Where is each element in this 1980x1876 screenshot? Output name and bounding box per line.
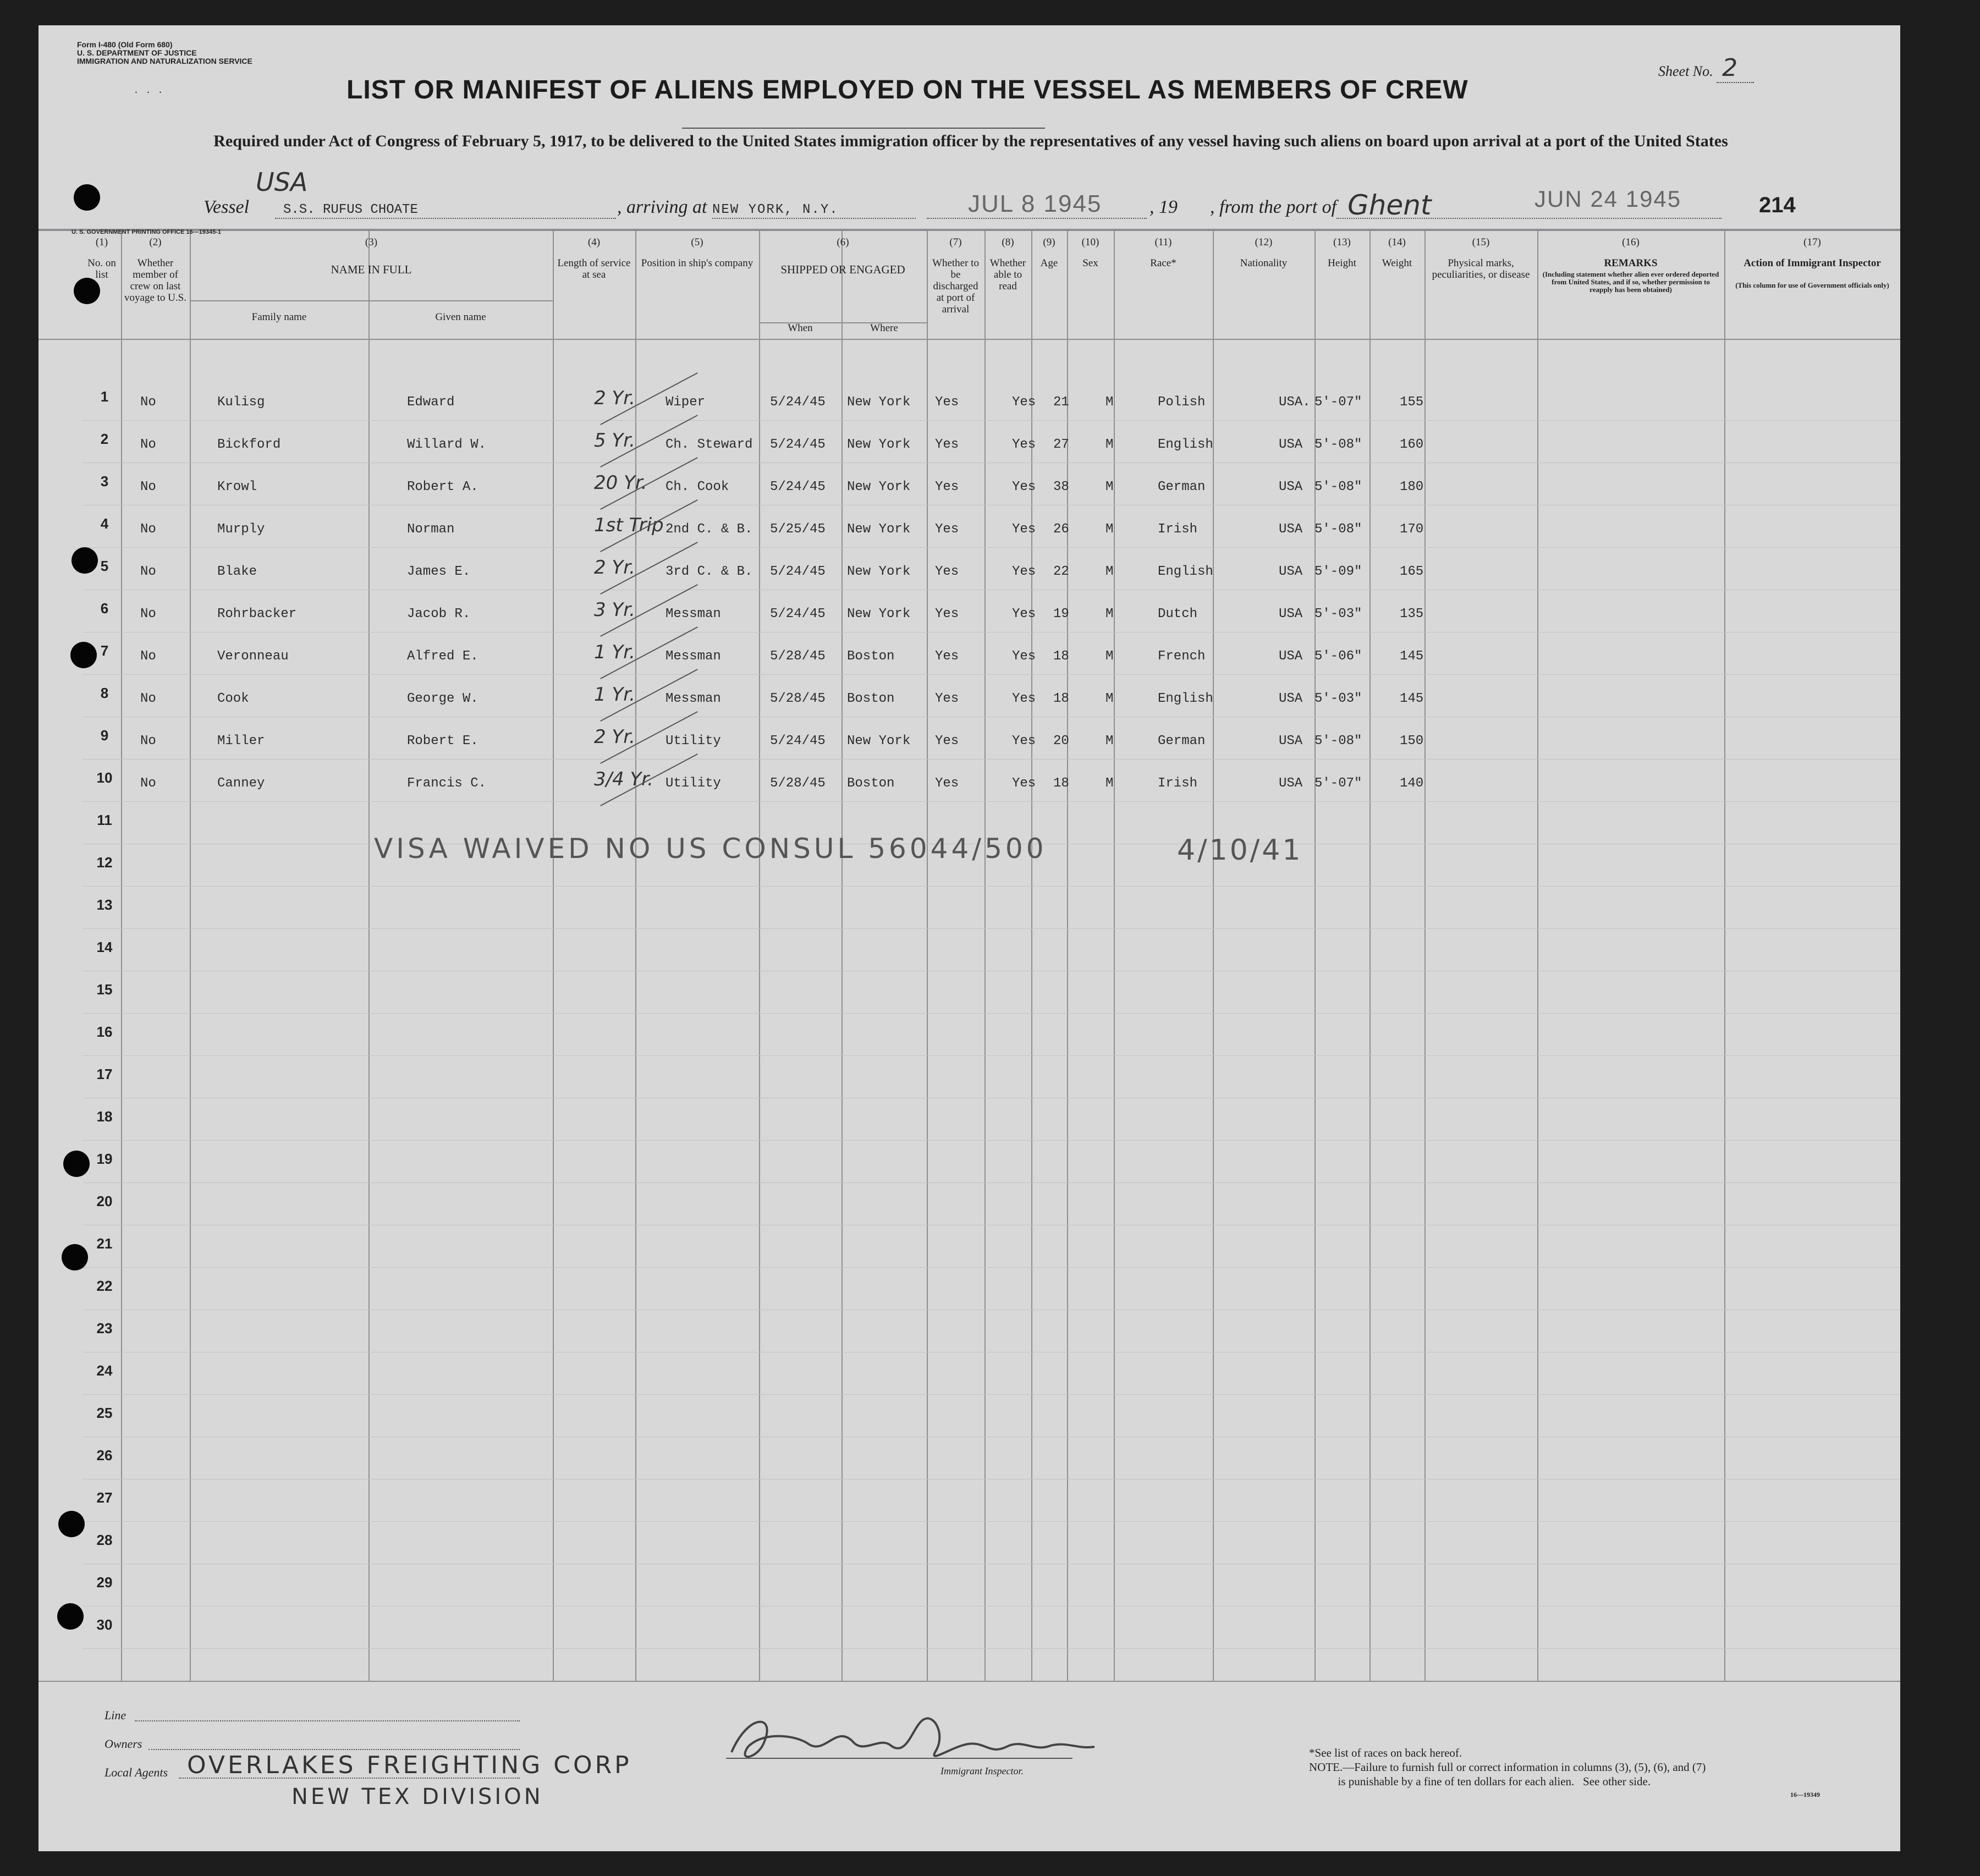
- cell-position: Messman: [666, 649, 721, 664]
- cell-height: 5'-08": [1314, 734, 1362, 749]
- column-number: (6): [837, 236, 849, 248]
- row-number: 7: [100, 642, 109, 659]
- table-row: [38, 430, 1900, 459]
- table-row: [38, 557, 1900, 586]
- cell-prev: No: [140, 776, 156, 791]
- local-agents-label: Local Agents: [105, 1765, 168, 1779]
- row-number: 10: [96, 769, 113, 786]
- cell-read: Yes: [1012, 691, 1036, 706]
- cell-prev: No: [140, 649, 156, 664]
- column-subheader: Family name: [251, 311, 307, 323]
- cell-when: 5/24/45: [770, 395, 826, 410]
- row-number: 20: [96, 1193, 113, 1209]
- cell-given: Norman: [407, 522, 455, 537]
- column-header-10: Sex: [1082, 257, 1098, 269]
- cell-where: New York: [847, 395, 911, 410]
- cell-weight: 145: [1400, 691, 1424, 706]
- cell-position: Messman: [666, 691, 721, 706]
- printing-office: U. S. GOVERNMENT PRINTING OFFICE 16—19345-1: [72, 229, 222, 235]
- arrival-date-stamp: JUL 8 1945: [968, 190, 1102, 217]
- row-number: 22: [96, 1278, 113, 1294]
- cell-given: James E.: [407, 564, 471, 579]
- cell-nationality: USA: [1279, 776, 1303, 791]
- subtitle: Required under Act of Congress of February 5, 1917, to be delivered to the United States immigration officer by the representatives of any vessel having such aliens on board upon arrival at a port of the United States: [213, 132, 1728, 150]
- cell-weight: 180: [1400, 480, 1424, 494]
- line-field: [135, 1720, 520, 1721]
- column-header-3: NAME IN FULL: [331, 263, 412, 276]
- row-rule: [82, 420, 1900, 421]
- cell-family: Blake: [217, 564, 257, 579]
- row-number: 19: [96, 1151, 113, 1167]
- year-label: , 19: [1150, 197, 1178, 217]
- cell-when: 5/28/45: [770, 649, 826, 664]
- cell-service: 2 Yr.: [594, 557, 635, 579]
- row-rule: [82, 759, 1900, 760]
- punch-hole: [58, 1511, 85, 1537]
- column-note-17: (This column for use of Government officials only): [1735, 281, 1889, 289]
- inspector-signature: [715, 1703, 1100, 1780]
- owners-label: Owners: [105, 1737, 142, 1751]
- cell-age: 18: [1053, 776, 1069, 791]
- cell-service: 1 Yr.: [594, 684, 635, 706]
- cell-weight: 165: [1400, 564, 1424, 579]
- cell-nationality: USA.: [1279, 395, 1311, 410]
- row-number: 29: [96, 1574, 113, 1591]
- from-port-handwritten: Ghent: [1348, 189, 1432, 221]
- punch-hole: [72, 547, 98, 574]
- row-rule: [82, 1394, 1900, 1395]
- cell-height: 5'-08": [1314, 522, 1362, 537]
- page-title: LIST OR MANIFEST OF ALIENS EMPLOYED ON THE VESSEL AS MEMBERS OF CREW: [346, 75, 1469, 104]
- row-number: 23: [96, 1320, 113, 1336]
- table-row: [38, 599, 1900, 629]
- cell-where: New York: [847, 607, 911, 621]
- cell-when: 5/24/45: [770, 480, 826, 494]
- sheet-number: Sheet No. 2: [1658, 54, 1754, 82]
- vessel-label: Vessel: [204, 197, 250, 217]
- cell-prev: No: [140, 522, 156, 537]
- arriving-port: NEW YORK, N.Y.: [712, 202, 839, 217]
- cell-weight: 135: [1400, 607, 1424, 621]
- cell-race: Irish: [1158, 776, 1198, 791]
- cell-where: Boston: [847, 776, 895, 791]
- line-label: Line: [105, 1708, 127, 1722]
- cell-race: English: [1158, 564, 1213, 579]
- row-number: 9: [100, 727, 109, 744]
- row-number: 15: [96, 981, 113, 998]
- row-number: 14: [96, 939, 113, 955]
- cell-position: Utility: [666, 734, 721, 749]
- cell-service: 3 Yr.: [594, 599, 635, 621]
- cell-position: Ch. Cook: [666, 480, 729, 494]
- cell-service: 1 Yr.: [594, 641, 635, 663]
- cell-nationality: USA: [1279, 564, 1303, 579]
- cell-position: 2nd C. & B.: [666, 522, 753, 537]
- cell-race: German: [1158, 734, 1206, 749]
- row-number: 27: [96, 1489, 113, 1506]
- cell-nationality: USA: [1279, 734, 1303, 749]
- cell-read: Yes: [1012, 734, 1036, 749]
- cell-where: Boston: [847, 691, 895, 706]
- column-subheader: Where: [870, 322, 898, 334]
- cell-nationality: USA: [1279, 607, 1303, 621]
- cell-weight: 145: [1400, 649, 1424, 664]
- column-header-5: Position in ship's company: [641, 257, 754, 269]
- cell-height: 5'-03": [1314, 691, 1362, 706]
- row-rule: [82, 1267, 1900, 1268]
- column-number: (16): [1622, 236, 1640, 248]
- cell-prev: No: [140, 691, 156, 706]
- cell-read: Yes: [1012, 395, 1036, 410]
- cell-when: 5/25/45: [770, 522, 826, 537]
- date-line: [927, 218, 1147, 219]
- cell-weight: 140: [1400, 776, 1424, 791]
- row-number: 21: [96, 1235, 113, 1252]
- cell-nationality: USA: [1279, 649, 1303, 664]
- punch-hole: [74, 184, 100, 211]
- row-number: 11: [97, 812, 112, 828]
- cell-sex: M: [1106, 649, 1114, 664]
- cell-service: 20 Yr.: [594, 472, 647, 494]
- cell-read: Yes: [1012, 649, 1036, 664]
- cell-when: 5/24/45: [770, 437, 826, 452]
- cell-nationality: USA: [1279, 480, 1303, 494]
- column-header-7: Whether to be discharged at port of arrival: [932, 257, 979, 315]
- row-number: 26: [96, 1447, 113, 1464]
- cell-when: 5/28/45: [770, 691, 826, 706]
- cell-discharged: Yes: [935, 607, 959, 621]
- cell-discharged: Yes: [935, 522, 959, 537]
- cell-read: Yes: [1012, 480, 1036, 494]
- cell-age: 20: [1053, 734, 1069, 749]
- cell-height: 5'-08": [1314, 480, 1362, 494]
- cell-age: 26: [1053, 522, 1069, 537]
- cell-weight: 155: [1400, 395, 1424, 410]
- row-rule: [82, 1013, 1900, 1014]
- cell-discharged: Yes: [935, 649, 959, 664]
- grid-hline: [38, 1681, 1900, 1682]
- cell-where: New York: [847, 734, 911, 749]
- column-header-16: REMARKS: [1604, 257, 1658, 269]
- footnote: *See list of races on back hereof. NOTE.—Failure to furnish full or correct information in columns (3), (5), (6), and (7) is punishable by a fine of ten dollars for each alien. See other side.: [1309, 1746, 1706, 1788]
- cell-given: Francis C.: [407, 776, 487, 791]
- row-rule: [82, 1055, 1900, 1056]
- cell-read: Yes: [1012, 437, 1036, 452]
- cell-race: Dutch: [1158, 607, 1198, 621]
- table-row: [38, 514, 1900, 544]
- column-header-1: No. on list: [87, 257, 116, 280]
- column-number: (4): [587, 236, 601, 248]
- cell-race: German: [1158, 480, 1206, 494]
- punch-hole: [63, 1151, 90, 1177]
- row-number: 8: [100, 685, 109, 701]
- form-id: Form I-480 (Old Form 680) U. S. DEPARTMENT OF JUSTICE IMMIGRATION AND NATURALIZATION SERVICE: [77, 40, 252, 65]
- column-subheader: Given name: [435, 311, 486, 323]
- cell-given: Willard W.: [407, 437, 487, 452]
- cell-service: 5 Yr.: [594, 430, 635, 452]
- row-number: 25: [96, 1405, 113, 1421]
- cell-prev: No: [140, 437, 156, 452]
- cell-prev: No: [140, 607, 156, 621]
- cell-sex: M: [1106, 395, 1114, 410]
- cell-age: 27: [1053, 437, 1069, 452]
- punch-hole: [74, 278, 100, 304]
- row-rule: [82, 1182, 1900, 1183]
- column-number: (5): [691, 236, 703, 248]
- column-number: (10): [1081, 236, 1099, 248]
- form-marks: . . .: [135, 84, 165, 96]
- cell-where: New York: [847, 437, 911, 452]
- cell-sex: M: [1106, 522, 1114, 537]
- table-row: [38, 726, 1900, 756]
- cell-family: Krowl: [217, 480, 257, 494]
- cell-prev: No: [140, 395, 156, 410]
- row-number: 1: [100, 388, 109, 405]
- from-port-label: , from the port of: [1210, 197, 1337, 217]
- cell-prev: No: [140, 480, 156, 494]
- column-header-9: Age: [1040, 257, 1058, 269]
- cell-read: Yes: [1012, 564, 1036, 579]
- cell-sex: M: [1106, 734, 1114, 749]
- row-number: 2: [100, 431, 109, 447]
- table-row: [38, 472, 1900, 502]
- cell-discharged: Yes: [935, 691, 959, 706]
- row-rule: [82, 1521, 1900, 1522]
- column-number: (8): [1002, 236, 1014, 248]
- cell-family: Rohrbacker: [217, 607, 297, 621]
- cell-age: 18: [1053, 649, 1069, 664]
- cell-read: Yes: [1012, 607, 1036, 621]
- cell-sex: M: [1106, 480, 1114, 494]
- cell-height: 5'-06": [1314, 649, 1362, 664]
- row-number: 3: [100, 473, 109, 489]
- row-rule: [82, 801, 1900, 802]
- cell-race: French: [1158, 649, 1206, 664]
- cell-age: 21: [1053, 395, 1069, 410]
- cell-service: 2 Yr.: [594, 387, 635, 409]
- punch-hole: [57, 1603, 84, 1630]
- cell-family: Veronneau: [217, 649, 289, 664]
- cell-family: Cook: [217, 691, 249, 706]
- cell-read: Yes: [1012, 522, 1036, 537]
- vessel-flag-handwritten: USA: [256, 167, 308, 197]
- name-subrule: [190, 300, 553, 301]
- cell-service: 1st Trip: [594, 514, 664, 536]
- column-number: (14): [1388, 236, 1406, 248]
- cell-race: English: [1158, 437, 1213, 452]
- cell-where: Boston: [847, 649, 895, 664]
- column-number: (11): [1154, 236, 1172, 248]
- row-number: 12: [96, 854, 113, 871]
- cell-discharged: Yes: [935, 480, 959, 494]
- row-number: 6: [100, 600, 109, 617]
- table-row: [38, 768, 1900, 798]
- column-number: (17): [1803, 236, 1821, 248]
- cell-when: 5/24/45: [770, 564, 826, 579]
- cell-family: Bickford: [217, 437, 281, 452]
- column-header-17: Action of Immigrant Inspector: [1744, 257, 1881, 269]
- cell-age: 22: [1053, 564, 1069, 579]
- cell-position: Utility: [666, 776, 721, 791]
- cell-when: 5/28/45: [770, 776, 826, 791]
- column-number: (1): [95, 236, 108, 248]
- row-number: 28: [96, 1532, 113, 1548]
- manifest-sheet: [38, 25, 1900, 1851]
- cell-given: Jacob R.: [407, 607, 471, 621]
- cell-given: Alfred E.: [407, 649, 479, 664]
- cell-race: English: [1158, 691, 1213, 706]
- cell-given: Robert E.: [407, 734, 479, 749]
- local-agents-division: NEW TEX DIVISION: [292, 1784, 543, 1809]
- cell-height: 5'-03": [1314, 607, 1362, 621]
- cell-where: New York: [847, 522, 911, 537]
- cell-discharged: Yes: [935, 734, 959, 749]
- cell-height: 5'-08": [1314, 437, 1362, 452]
- cell-given: Edward: [407, 395, 455, 410]
- row-rule: [82, 674, 1900, 675]
- departure-date-stamp: JUN 24 1945: [1535, 186, 1682, 212]
- cell-family: Miller: [217, 734, 265, 749]
- column-number: (13): [1333, 236, 1351, 248]
- column-number: (15): [1472, 236, 1490, 248]
- cell-read: Yes: [1012, 776, 1036, 791]
- cell-sex: M: [1106, 776, 1114, 791]
- column-header-2: Whether member of crew on last voyage to U.S.: [124, 257, 186, 304]
- row-number: 5: [100, 558, 109, 574]
- cell-position: Wiper: [666, 395, 706, 410]
- column-header-6: SHIPPED OR ENGAGED: [780, 263, 905, 276]
- cell-sex: M: [1106, 437, 1114, 452]
- cell-family: Canney: [217, 776, 265, 791]
- inspector-line: [726, 1758, 1072, 1759]
- row-number: 18: [96, 1108, 113, 1125]
- form-code: 16—19349: [1790, 1791, 1820, 1798]
- column-header-13: Height: [1328, 257, 1356, 269]
- cell-position: Messman: [666, 607, 721, 621]
- cell-age: 18: [1053, 691, 1069, 706]
- column-note-16: (Including statement whether alien ever ordered deported from United States, and if so, whether permission to reapply has been obtained): [1542, 270, 1719, 294]
- column-number: (2): [149, 236, 162, 248]
- cell-race: Irish: [1158, 522, 1198, 537]
- cell-height: 5'-07": [1314, 395, 1362, 410]
- column-header-11: Race*: [1150, 257, 1176, 269]
- arriving-label: , arriving at: [617, 197, 707, 217]
- cell-prev: No: [140, 734, 156, 749]
- local-agents-handwritten: OVERLAKES FREIGHTING CORP: [187, 1751, 632, 1779]
- column-header-4: Length of service at sea: [557, 257, 631, 280]
- table-row: [38, 641, 1900, 671]
- table-row: [38, 684, 1900, 713]
- column-header-8: Whether able to read: [989, 257, 1026, 292]
- column-number: (9): [1043, 236, 1055, 248]
- column-subheader: When: [788, 322, 813, 334]
- arriving-line: [712, 218, 916, 219]
- cell-where: New York: [847, 480, 911, 494]
- cell-prev: No: [140, 564, 156, 579]
- cell-nationality: USA: [1279, 691, 1303, 706]
- column-number: (12): [1255, 236, 1273, 248]
- cell-sex: M: [1106, 564, 1114, 579]
- cell-weight: 170: [1400, 522, 1424, 537]
- visa-date-handwritten: 4/10/41: [1177, 834, 1303, 867]
- punch-hole: [62, 1244, 88, 1270]
- cell-discharged: Yes: [935, 564, 959, 579]
- visa-note-handwritten: VISA WAIVED NO US CONSUL 56044/500: [374, 833, 1047, 865]
- cell-discharged: Yes: [935, 395, 959, 410]
- cell-race: Polish: [1158, 395, 1206, 410]
- row-number: 24: [96, 1362, 113, 1379]
- row-rule: [82, 1606, 1900, 1607]
- row-rule: [82, 547, 1900, 548]
- cell-family: Murply: [217, 522, 265, 537]
- cell-discharged: Yes: [935, 776, 959, 791]
- row-rule: [82, 1648, 1900, 1649]
- table-row: [38, 387, 1900, 417]
- row-rule: [82, 928, 1900, 929]
- inspector-label: Immigrant Inspector.: [941, 1765, 1024, 1776]
- vessel-line: [275, 218, 616, 219]
- cell-service: 2 Yr.: [594, 726, 635, 748]
- cell-position: Ch. Steward: [666, 437, 753, 452]
- cell-height: 5'-07": [1314, 776, 1362, 791]
- row-rule: [82, 1140, 1900, 1141]
- page-number: 214: [1759, 193, 1796, 217]
- cell-nationality: USA: [1279, 437, 1303, 452]
- vessel-name: S.S. RUFUS CHOATE: [283, 202, 418, 217]
- cell-sex: M: [1106, 607, 1114, 621]
- cell-family: Kulisg: [217, 395, 265, 410]
- cell-position: 3rd C. & B.: [666, 564, 753, 579]
- row-number: 13: [96, 896, 113, 913]
- cell-discharged: Yes: [935, 437, 959, 452]
- cell-nationality: USA: [1279, 522, 1303, 537]
- punch-hole: [70, 642, 97, 668]
- column-header-14: Weight: [1382, 257, 1412, 269]
- cell-service: 3/4 Yr.: [594, 768, 653, 790]
- cell-height: 5'-09": [1314, 564, 1362, 579]
- row-number: 30: [96, 1616, 113, 1633]
- row-number: 17: [96, 1066, 113, 1082]
- cell-weight: 160: [1400, 437, 1424, 452]
- cell-weight: 150: [1400, 734, 1424, 749]
- column-header-12: Nationality: [1240, 257, 1288, 269]
- cell-sex: M: [1106, 691, 1114, 706]
- column-header-15: Physical marks, peculiarities, or disease: [1432, 257, 1530, 280]
- owners-field: [148, 1749, 520, 1750]
- cell-given: George W.: [407, 691, 479, 706]
- row-number: 4: [100, 515, 109, 532]
- row-rule: [82, 886, 1900, 887]
- cell-where: New York: [847, 564, 911, 579]
- cell-age: 38: [1053, 480, 1069, 494]
- row-number: 16: [96, 1024, 113, 1040]
- cell-when: 5/24/45: [770, 607, 826, 621]
- cell-age: 19: [1053, 607, 1069, 621]
- grid-hline: [38, 229, 1900, 231]
- cell-given: Robert A.: [407, 480, 479, 494]
- column-number: (7): [949, 236, 962, 248]
- cell-when: 5/24/45: [770, 734, 826, 749]
- grid-hline: [38, 339, 1900, 340]
- column-number: (3): [365, 236, 378, 248]
